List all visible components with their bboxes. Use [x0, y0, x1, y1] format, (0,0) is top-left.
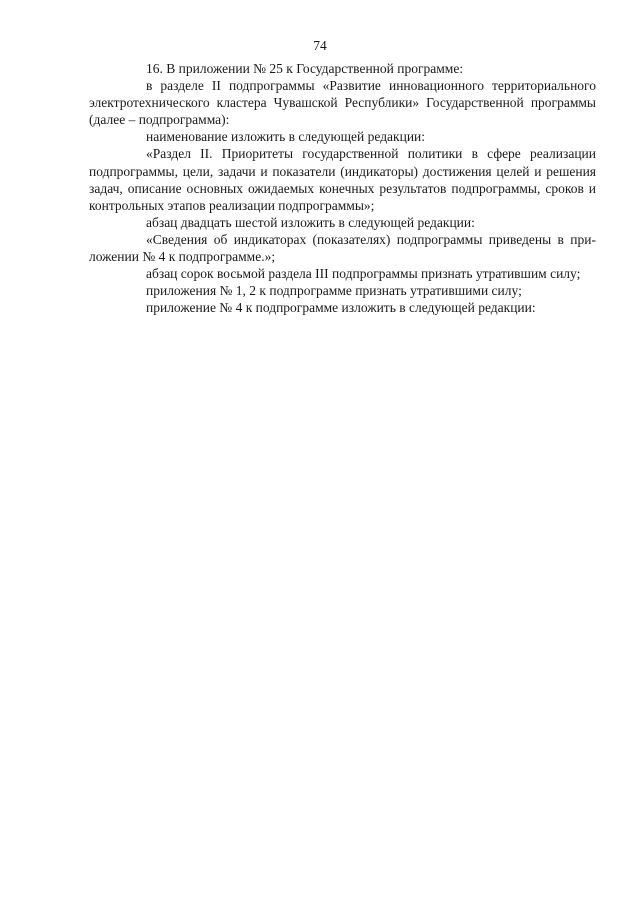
page-number: 74	[313, 38, 327, 53]
paragraph-section-title: «Раздел II. Приоритеты государственной политики в сфере реализации подпрограммы, цели, задачи и показатели (индикаторы) достижения целей и решения задач, описание основных ожидаемых конечных результатов подпрограммы, сроков и контрольных этапов реализации подпрограммы»;	[89, 146, 596, 213]
paragraph-indicators: «Сведения об индикаторах (показателях) подпрограммы приведены в приложении № 4 к подпрограмме.»;	[89, 231, 596, 265]
paragraph-abzac-26: абзац двадцать шестой изложить в следующей редакции:	[146, 214, 475, 230]
paragraph-abzac-48: абзац сорок восьмой раздела III подпрограммы признать утратившим силу;	[146, 266, 581, 282]
paragraph-rename: наименование изложить в следующей редакции:	[146, 129, 426, 145]
paragraph-section-ii: в разделе II подпрограммы «Развитие инновационного территориального электротехнического кластера Чувашской Республики» Государственной программы (далее – подпрограмма):	[89, 78, 596, 128]
document-body	[89, 60, 596, 316]
paragraph-item-16: 16. В приложении № 25 к Государственной программе:	[146, 61, 464, 76]
paragraph-appendices-1-2: приложения № 1, 2 к подпрограмме признать утратившими силу;	[146, 283, 522, 299]
paragraph-appendix-4: приложение № 4 к подпрограмме изложить в следующей редакции:	[146, 300, 536, 316]
